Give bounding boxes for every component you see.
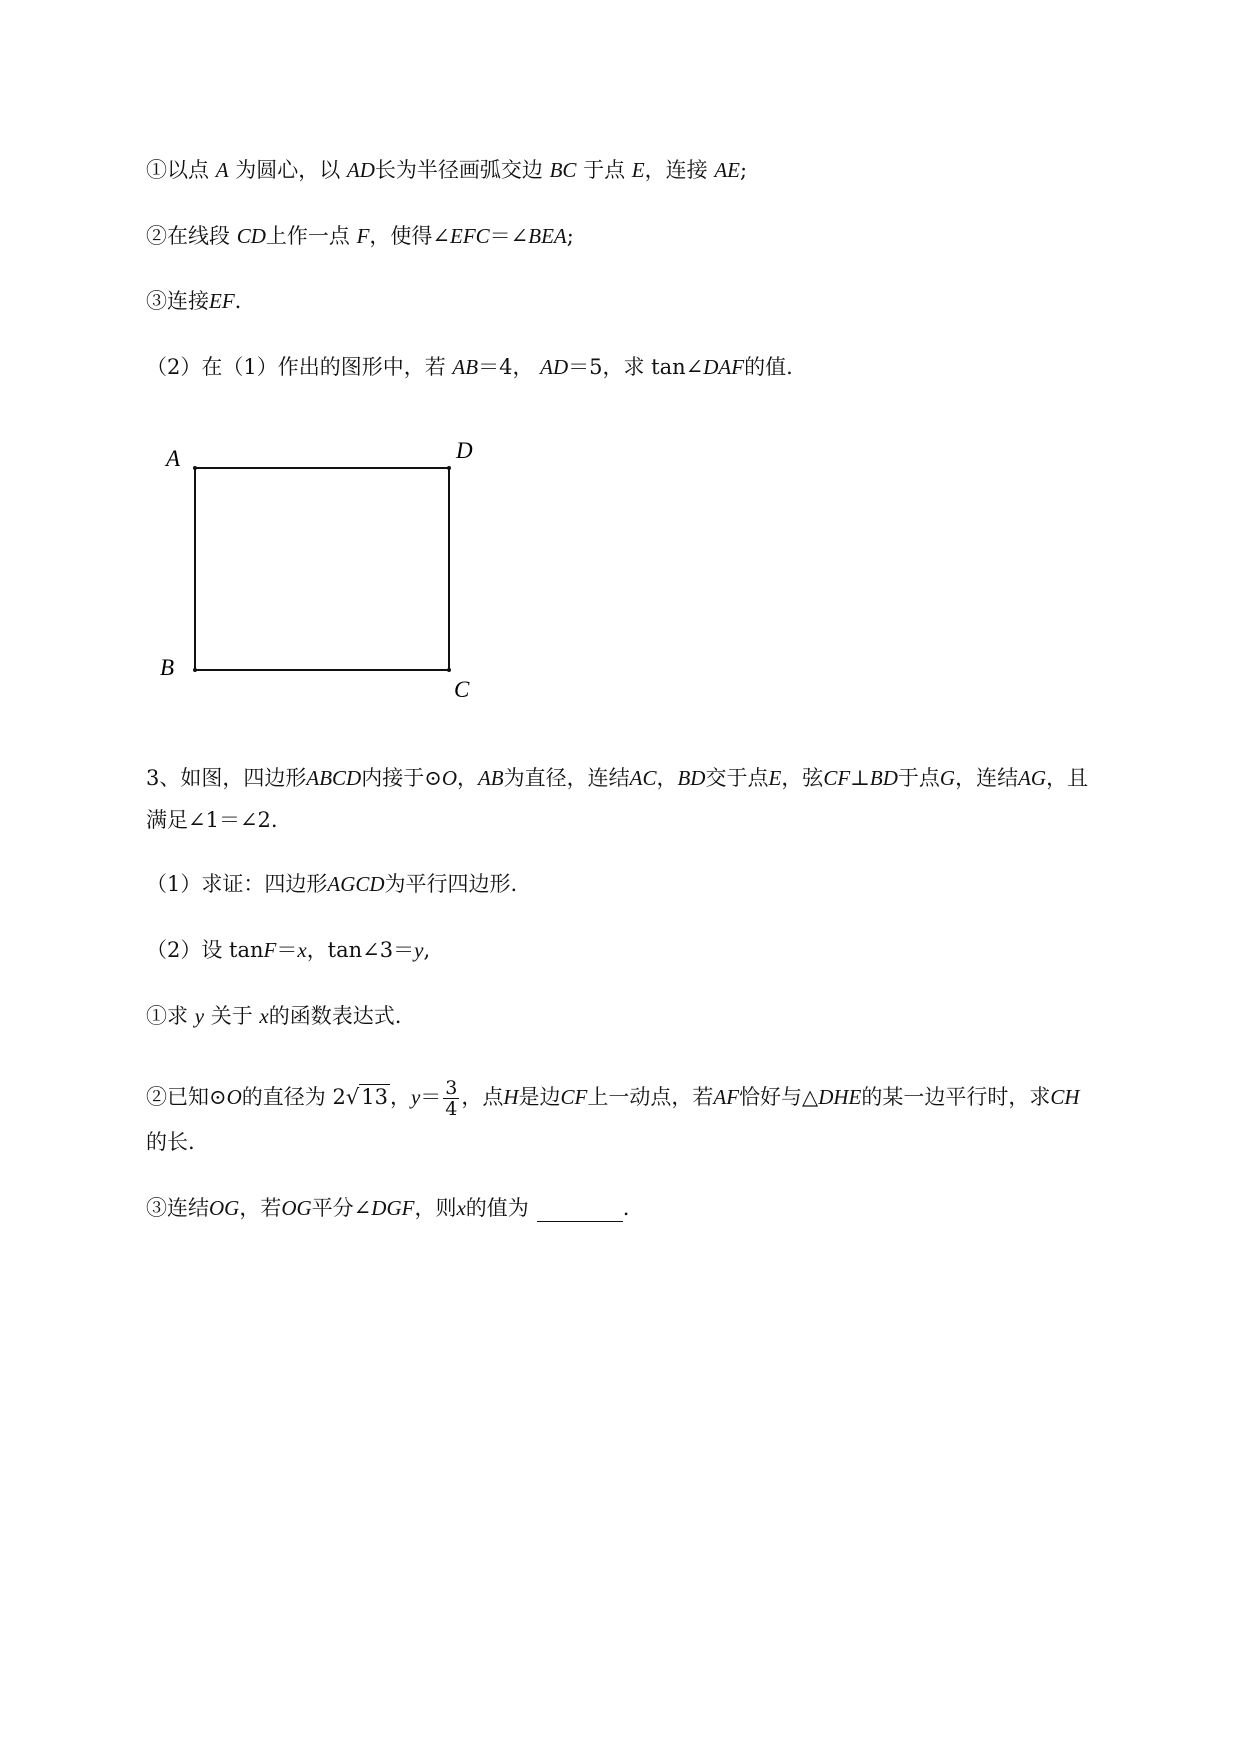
text: （1）求证：四边形 [146,872,328,896]
q3-sub3 [146,1194,629,1222]
text: 的值. [744,355,793,379]
text: 上作一点 [265,224,350,248]
vertex-c [447,668,451,672]
text: ，连接 [644,158,708,182]
text: ，弦 [781,766,824,790]
var: O [226,1085,242,1109]
text: ， [456,766,478,790]
var: F [263,938,277,962]
var: EF [209,289,235,313]
var: OG [281,1196,312,1220]
text: ，tan∠3＝ [306,938,415,962]
var: x [297,938,307,962]
text: ②已知⊙ [146,1085,227,1109]
var: E [631,158,645,182]
text: . [622,1196,630,1220]
var: E [768,766,782,790]
q3-part1 [146,870,517,898]
fraction-denominator: 4 [445,1098,458,1120]
var: OG [209,1196,240,1220]
text: 长为半径画弧交边 [374,158,543,182]
var: BEA [528,224,567,248]
text: 于点 [583,158,626,182]
text: 是边 [518,1085,561,1109]
text: ， [656,766,678,790]
var: DGF [371,1196,415,1220]
text: ，则 [414,1196,457,1220]
rectangle-abcd [195,468,449,670]
var: AD [346,158,375,182]
var: CH [1050,1085,1080,1109]
text: ＝4， [478,355,534,379]
var: H [503,1085,519,1109]
vertex-b [193,668,197,672]
text: 的某一边平行时，求 [861,1085,1051,1109]
var: O [441,766,457,790]
text: 的直径为 2 [241,1085,346,1109]
text: ①以点 [146,158,209,182]
text: . [234,289,242,313]
label-d: D [456,438,473,463]
text: ，且 [1046,766,1089,790]
text: ; [739,158,748,182]
text: ⊥ [850,766,870,790]
text: （2）在（1）作出的图形中，若 [146,355,446,379]
q3-stem-line1 [146,764,1088,792]
var: BC [549,158,577,182]
text: ; [566,224,574,248]
text: ③连结 [146,1196,209,1220]
var: y [414,938,424,962]
rectangle-figure [150,432,490,712]
text: ③连接 [146,289,209,313]
text: 为直径，连结 [503,766,630,790]
label-c: C [454,677,470,702]
q2-step1 [146,156,747,184]
label-a: A [166,446,181,471]
var: AG [1018,766,1047,790]
var: CF [560,1085,588,1109]
text: ②在线段 [146,224,230,248]
radicand: 13 [361,1085,388,1109]
var: G [939,766,956,790]
var: x [259,1004,269,1028]
var: x [456,1196,466,1220]
text: 关于 [210,1004,253,1028]
q3-sub1 [146,1002,401,1030]
text: 上一动点，若 [587,1085,714,1109]
text: 交于点 [705,766,769,790]
var: CD [236,224,266,248]
var: AD [540,355,569,379]
text: 的值为 [465,1196,529,1220]
var: DHE [818,1085,862,1109]
text: ＝∠ [489,224,529,248]
vertex-d [447,466,451,470]
var: BD [677,766,706,790]
text: 为圆心，以 [235,158,341,182]
text: 3、如图，四边形 [146,766,307,790]
text: 平分∠ [311,1196,372,1220]
vertex-a [193,466,197,470]
var: AE [714,158,740,182]
sqrt-expression: √13 [345,1085,388,1109]
text: ，使得∠ [369,224,450,248]
text: ， [389,1085,411,1109]
text: ①求 [146,1004,188,1028]
text: 的长. [146,1130,195,1154]
var: AB [452,355,479,379]
text: 为平行四边形. [384,872,518,896]
text: 于点 [897,766,940,790]
var: AGCD [327,872,385,896]
var: CF [823,766,851,790]
label-b: B [160,655,175,680]
var: AF [713,1085,740,1109]
text: （2）设 tan [146,938,264,962]
var: ABCD [306,766,362,790]
var: AC [629,766,657,790]
q3-sub2-cont [146,1128,195,1156]
q2-part2 [146,353,793,381]
var: y [410,1085,421,1109]
var: F [356,224,370,248]
text: 恰好与△ [739,1085,819,1109]
text: ＝ [276,938,298,962]
text: 满足∠1＝∠2. [146,808,278,832]
text: ＝ [420,1085,442,1109]
var: y [194,1004,205,1028]
text: ，若 [239,1196,282,1220]
text: , [423,938,431,962]
text: ，连结 [955,766,1019,790]
fraction [443,1078,459,1119]
fraction-numerator: 3 [445,1077,458,1099]
q3-stem-line2 [146,806,278,834]
text: ＝5，求 tan∠ [568,355,704,379]
text: ，点 [461,1085,504,1109]
q2-step3 [146,287,241,315]
q3-part2 [146,936,430,964]
q3-sub2 [146,1078,1080,1119]
var: A [215,158,229,182]
var: BD [869,766,898,790]
answer-blank[interactable] [537,1199,623,1222]
text: 的函数表达式. [268,1004,402,1028]
q2-step2 [146,222,574,250]
var: AB [477,766,504,790]
text: 内接于⊙ [361,766,442,790]
var: EFC [450,224,490,248]
var: DAF [703,355,745,379]
